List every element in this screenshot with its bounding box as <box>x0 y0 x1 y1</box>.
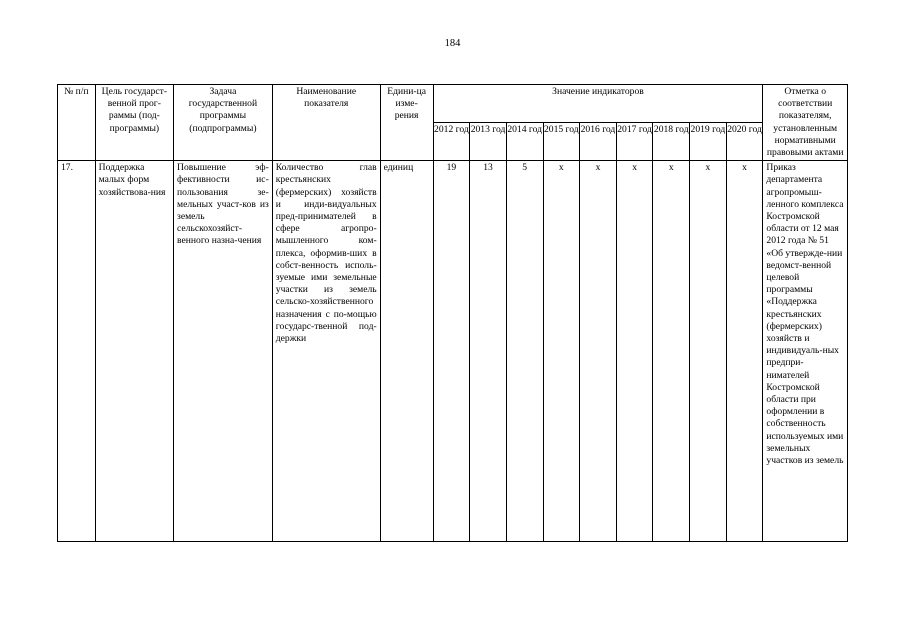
header-year: 2019 год <box>690 123 727 161</box>
header-year: 2018 год <box>653 123 690 161</box>
header-task: Задача государственной программы (подпрограммы) <box>174 85 273 161</box>
row-unit: единиц <box>380 161 433 542</box>
row-value: х <box>690 161 727 542</box>
row-value: 5 <box>506 161 543 542</box>
row-value: 13 <box>470 161 507 542</box>
row-value: х <box>543 161 580 542</box>
header-year: 2015 год <box>543 123 580 161</box>
indicators-table <box>57 84 848 542</box>
header-unit: Едини-ца изме-рения <box>380 85 433 161</box>
header-row-1 <box>58 85 848 123</box>
row-indicator-name: Количество глав крестьянских (фермерских) хозяйств и инди-видуальных пред-принимателей в сфере агропро-мышленного ком-плекса, оформив-ших в собст-венность исполь-зуемые ими земельные участки из земель сельско-хозяйственного назначения с по-мощью государс-твенной под-держки <box>272 161 380 542</box>
row-value: х <box>726 161 763 542</box>
row-value: х <box>616 161 653 542</box>
row-note: Приказ департамента агропромыш-ленного комплекса Костромской области от 12 мая 2012 года № 51 «Об утвержде-нии ведомст-венной целевой программы «Поддержка крестьянских (фермерских) хозяйств и индивидуаль-ных предпри-нимателей Костромской области при оформлении в собственность используемых ими земельных участков из земель <box>763 161 848 542</box>
header-num: № п/п <box>58 85 96 161</box>
header-year: 2017 год <box>616 123 653 161</box>
header-year: 2013 год <box>470 123 507 161</box>
page-number: 184 <box>444 38 461 49</box>
row-goal: Поддержка малых форм хозяйствова-ния <box>95 161 173 542</box>
header-indicator-values: Значение индикаторов <box>433 85 763 123</box>
header-year: 2016 год <box>580 123 617 161</box>
header-indicator-name: Наименование показателя <box>272 85 380 161</box>
row-task: Повышение эф-фективности ис-пользования зе-мельных участ-ков из земель сельскохозяйст-венного назна-чения <box>174 161 273 542</box>
header-year: 2012 год <box>433 123 470 161</box>
header-year: 2020 год <box>726 123 763 161</box>
row-num: 17. <box>58 161 96 542</box>
table-row <box>58 161 848 542</box>
header-goal: Цель государст-венной прог-раммы (под-программы) <box>95 85 173 161</box>
row-value: 19 <box>433 161 470 542</box>
row-value: х <box>653 161 690 542</box>
header-note: Отметка о соответствии показателям, установленным нормативными правовыми актами <box>763 85 848 161</box>
row-value: х <box>580 161 617 542</box>
header-year: 2014 год <box>506 123 543 161</box>
